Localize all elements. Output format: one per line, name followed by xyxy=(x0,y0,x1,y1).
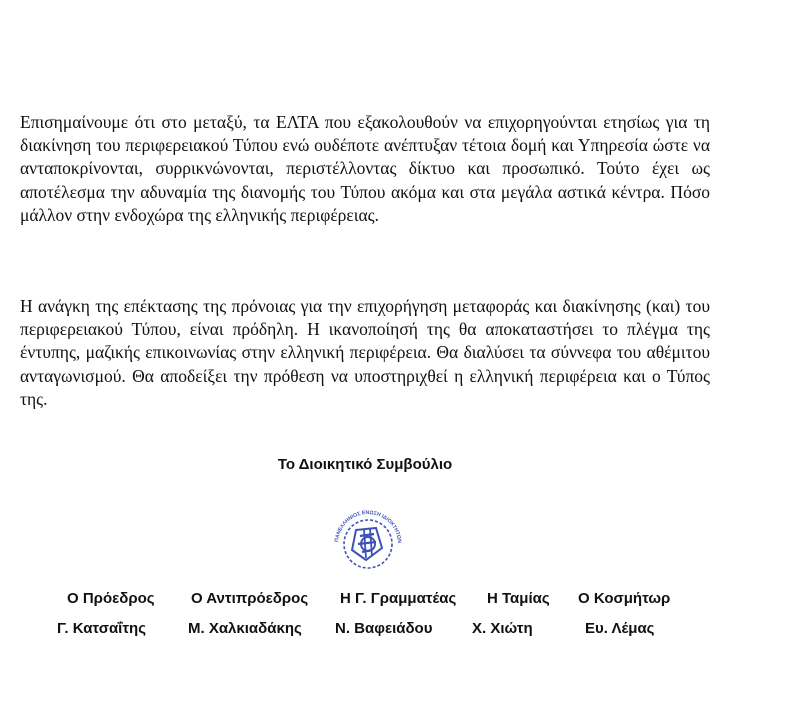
role-vice-president: Ο Αντιπρόεδρος xyxy=(191,590,309,607)
signatory-roles-row xyxy=(0,590,800,610)
board-signature-title: Το Διοικητικό Συμβούλιο xyxy=(277,456,453,473)
role-president: Ο Πρόεδρος xyxy=(67,590,155,607)
paragraph-1: Επισημαίνουμε ότι στο μεταξύ, τα ΕΛΤΑ που εξακολουθούν να επιχορηγούνται ετησίως για τη διακίνηση του περιφερειακού Τύπου ενώ ουδέποτε ανέπτυξαν τέτοια δομή και Υπηρεσία ώστε να ανταποκρίνονται, συρρικνώνονται, περιστέλλοντας δίκτυο και προσωπικό. Τούτο έχει ως αποτέλεσμα την αδυναμία της διανομής του Τύπου ακόμα και στα μεγάλα αστικά κέντρα. Πόσο μάλλον στην ενδοχώρα της ελληνικής περιφέρειας. xyxy=(20,112,710,225)
seal-lettering: ΠΑΝΕΛΛΗΝΙΟΣ ΕΝΩΣΗ ΙΔΙΟΚΤΗΤΩΝ xyxy=(334,509,403,544)
name-vice-president: Μ. Χαλκιαδάκης xyxy=(188,620,302,637)
svg-text:ΠΑΝΕΛΛΗΝΙΟΣ ΕΝΩΣΗ ΙΔΙΟΚΤΗΤΩΝ Π xyxy=(318,500,402,545)
paragraph-2: Η ανάγκη της επέκτασης της πρόνοιας για την επιχορήγηση μεταφοράς και διακίνησης (και) του περιφερειακού Τύπου, είναι πρόδηλη. Η ικανοποίησή της θα αποκαταστήσει το πλέγμα της έντυπης, μαζικής επικοινωνίας στην ελληνική περιφέρεια. Θα διαλύσει τα σύννεφα του αθέμιτου ανταγωνισμού. Θα αποδείξει την πρόθεση να υποστηριχθεί η ελληνική περιφέρεια και ο Τύπος της. xyxy=(20,296,710,409)
association-seal-icon xyxy=(318,500,418,580)
role-treasurer: Η Ταμίας xyxy=(487,590,550,607)
name-ceremonies-master: Ευ. Λέμας xyxy=(585,620,655,637)
name-president: Γ. Κατσαΐτης xyxy=(57,620,146,637)
role-general-secretary: Η Γ. Γραμματέας xyxy=(340,590,457,607)
name-general-secretary: Ν. Βαφειάδου xyxy=(335,620,433,637)
role-ceremonies-master: Ο Κοσμήτωρ xyxy=(578,590,671,607)
signatory-names-row xyxy=(0,620,800,640)
name-treasurer: Χ. Χιώτη xyxy=(472,620,533,637)
